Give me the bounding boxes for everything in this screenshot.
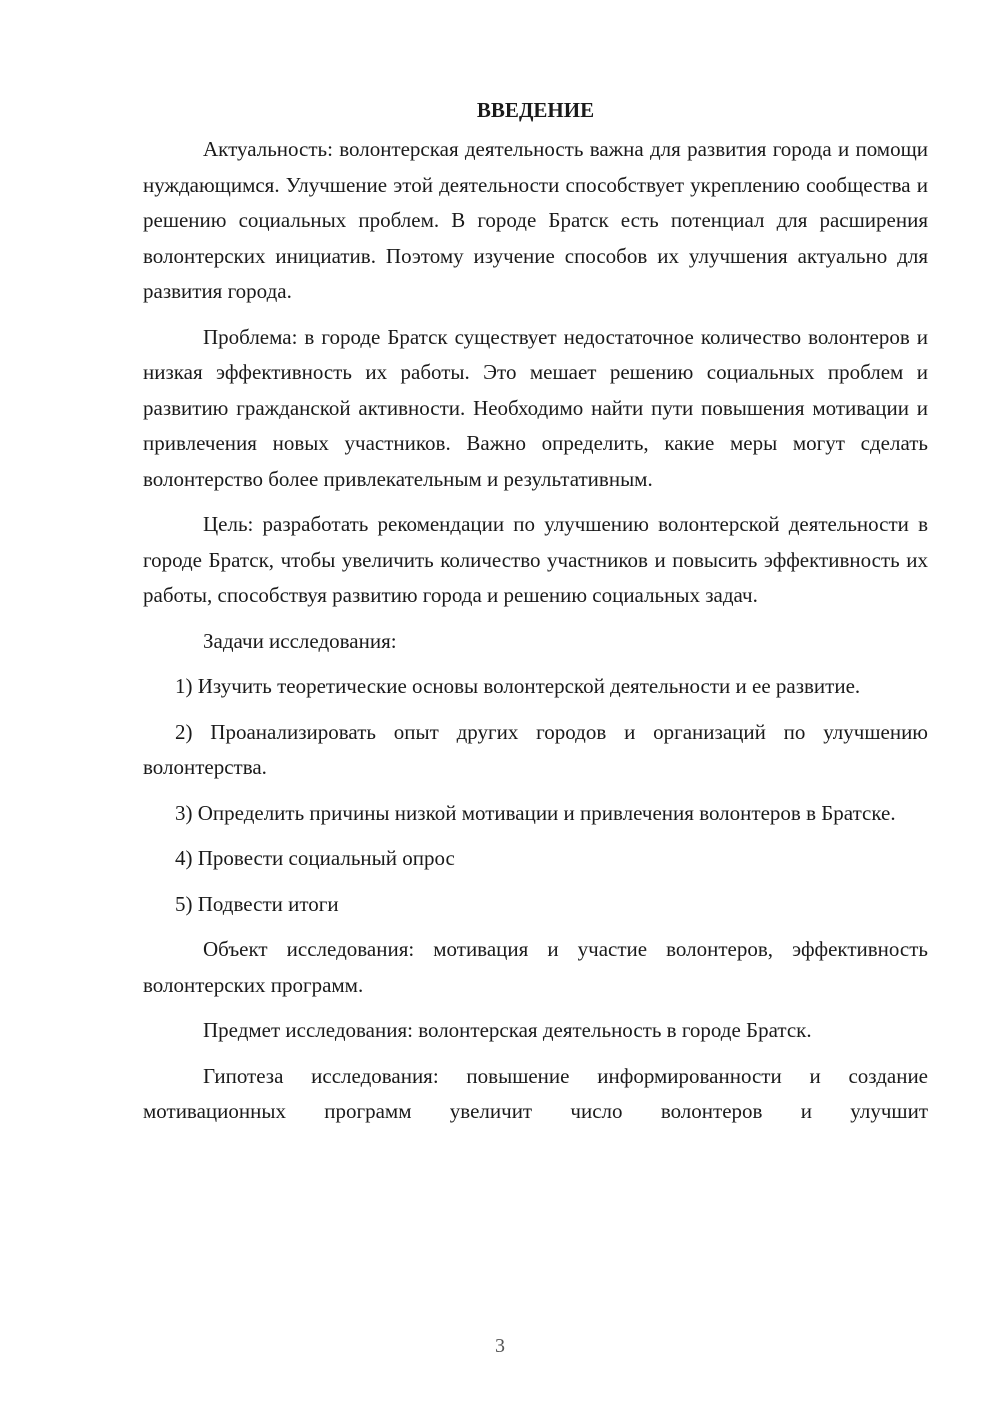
task-item-3: 3) Определить причины низкой мотивации и привлечения волонтеров в Братске. xyxy=(175,800,896,825)
paragraph-problem: Проблема: в городе Братск существует недостаточное количество волонтеров и низкая эффективность их работы. Это мешает решению социальных проблем и развитию гражданской активности. Необходимо найти пути повышения мотивации и привлечения новых участников. Важно определить, какие меры могут сделать волонтерство более привлекательным и результативным. xyxy=(143,324,928,491)
page-number: 3 xyxy=(495,1335,505,1357)
paragraph-goal: Цель: разработать рекомендации по улучшению волонтерской деятельности в городе Братск, чтобы увеличить количество участников и повысить эффективность их работы, способствуя развитию города и решению социальных задач. xyxy=(143,512,928,607)
task-item-2: 2) Проанализировать опыт других городов и организаций по улучшению волонтерства. xyxy=(143,719,928,779)
task-item-4: 4) Провести социальный опрос xyxy=(175,846,455,870)
paragraph-hypothesis: Гипотеза исследования: повышение информированности и создание мотивационных программ увеличит число волонтеров и улучшит xyxy=(143,1063,928,1123)
document-page xyxy=(143,92,928,1140)
paragraph-subject: Предмет исследования: волонтерская деятельность в городе Братск. xyxy=(203,1018,812,1042)
task-item-5: 5) Подвести итоги xyxy=(175,891,339,916)
task-item-1: 1) Изучить теоретические основы волонтерской деятельности и ее развитие. xyxy=(175,674,861,698)
paragraph-object: Объект исследования: мотивация и участие волонтеров, эффективность волонтерских программ. xyxy=(143,937,928,997)
paragraph-relevance: Актуальность: волонтерская деятельность важна для развития города и помощи нуждающимся. Улучшение этой деятельности способствует укреплению сообщества и решению социальных проблем. В городе Братск есть потенциал для расширения волонтерских инициатив. Поэтому изучение способов их улучшения актуально для развития города. xyxy=(143,137,928,303)
paragraph-tasks-heading: Задачи исследования: xyxy=(203,628,397,653)
section-title: ВВЕДЕНИЕ xyxy=(476,98,595,122)
